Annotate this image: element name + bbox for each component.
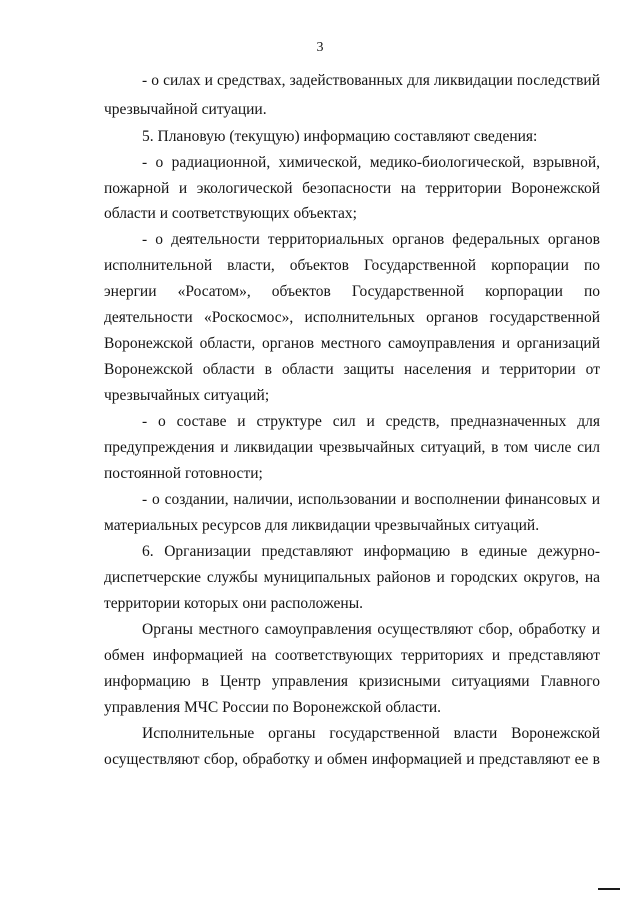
text-line: чрезвычайных ситуаций; bbox=[104, 387, 270, 404]
text-line: Воронежской области в области защиты населения и территории от bbox=[104, 361, 600, 378]
text-line: Воронежской области, органов местного самоуправления и организаций bbox=[104, 335, 600, 352]
text-line: территории которых они расположены. bbox=[104, 595, 364, 612]
text-line: 5. Плановую (текущую) информацию составляют сведения: bbox=[142, 128, 538, 145]
scan-mark bbox=[598, 888, 620, 890]
text-line: диспетчерские службы муниципальных районов и городских округов, на bbox=[104, 569, 600, 586]
text-line: предупреждения и ликвидации чрезвычайных ситуаций, в том числе сил bbox=[104, 439, 600, 456]
text-line: Органы местного самоуправления осуществляют сбор, обработку и bbox=[142, 621, 600, 638]
page-number: 3 bbox=[316, 40, 324, 55]
text-line: области и соответствующих объектах; bbox=[104, 205, 357, 222]
text-line: постоянной готовности; bbox=[104, 465, 263, 482]
text-line: - о деятельности территориальных органов федеральных органов bbox=[142, 231, 600, 248]
text-line: - о составе и структуре сил и средств, предназначенных для bbox=[142, 413, 600, 430]
text-line: обмен информацией на соответствующих территориях и представляют bbox=[104, 647, 600, 664]
text-line: - о силах и средствах, задействованных для ликвидации последствий bbox=[142, 72, 600, 89]
text-line: осуществляют сбор, обработку и обмен информацией и представляют ее в bbox=[104, 751, 600, 768]
text-line: энергии «Росатом», объектов Государственной корпорации по bbox=[104, 283, 600, 300]
text-line: управления МЧС России по Воронежской области. bbox=[104, 699, 442, 716]
text-line: пожарной и экологической безопасности на территории Воронежской bbox=[104, 180, 600, 197]
text-line: 6. Организации представляют информацию в единые дежурно- bbox=[142, 543, 600, 560]
text-line: - о радиационной, химической, медико-биологической, взрывной, bbox=[142, 154, 600, 171]
text-line: деятельности «Роскосмос», исполнительных органов государственной bbox=[104, 309, 600, 326]
text-line: чрезвычайной ситуации. bbox=[104, 101, 267, 118]
text-line: Исполнительные органы государственной власти Воронежской bbox=[142, 725, 600, 742]
text-line: исполнительной власти, объектов Государственной корпорации по bbox=[104, 257, 600, 274]
text-line: материальных ресурсов для ликвидации чрезвычайных ситуаций. bbox=[104, 517, 540, 534]
text-line: информацию в Центр управления кризисными ситуациями Главного bbox=[104, 673, 600, 690]
text-line: - о создании, наличии, использовании и восполнении финансовых и bbox=[142, 491, 600, 508]
